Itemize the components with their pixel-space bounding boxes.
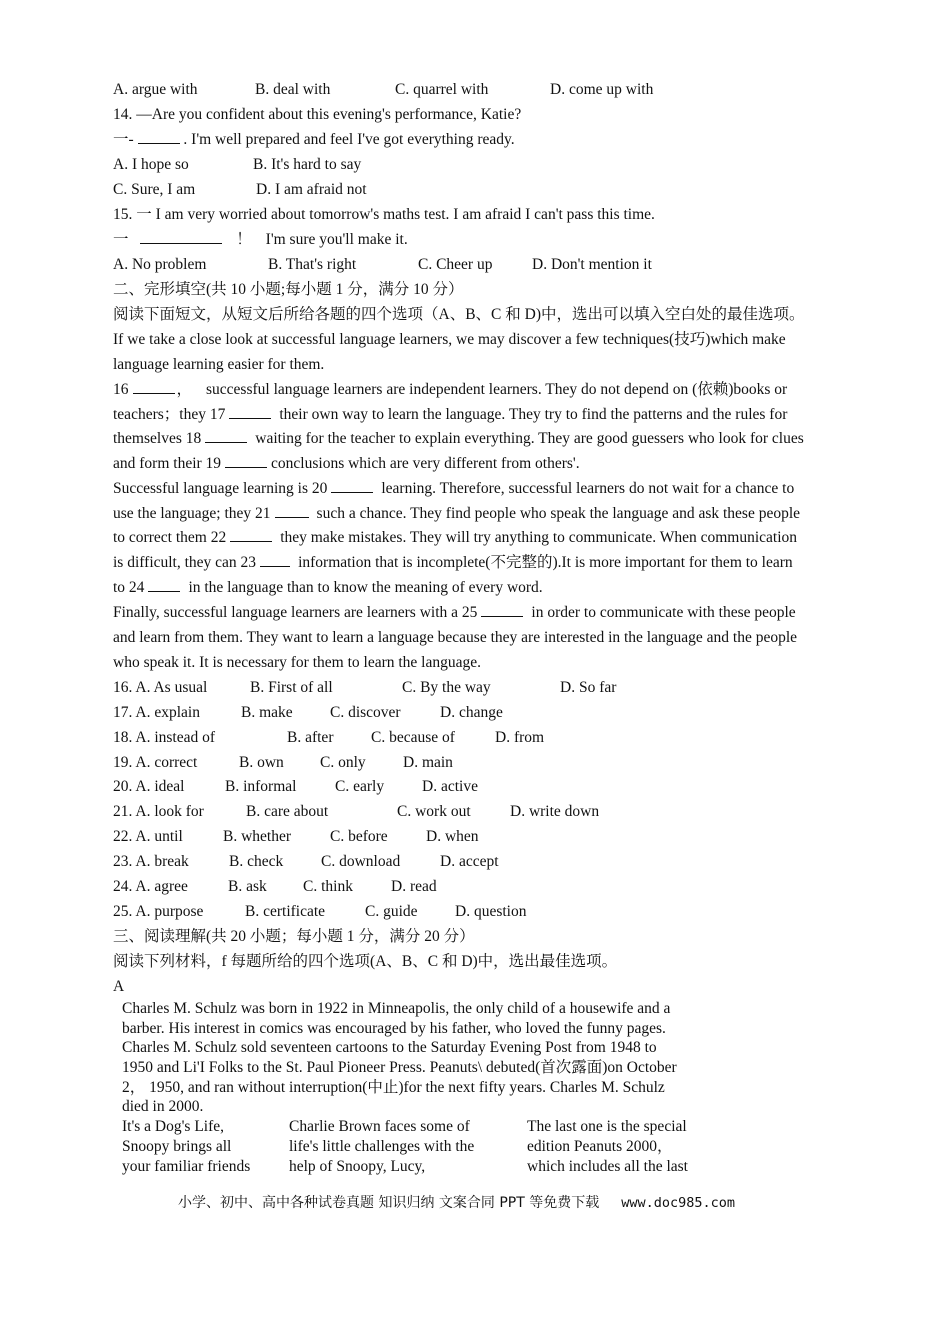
passage-text: information that is incomplete(不完整的).It is more important for them to learn <box>298 554 793 571</box>
reading-a-line4: 1950 and Li'I Folks to the St. Paul Pioneer Press. Peanuts\ debuted(首次露面)on October <box>122 1059 677 1076</box>
option-19-c: C. only <box>320 754 366 771</box>
q14-option-c: C. Sure, I am <box>113 181 196 198</box>
reading-a-column-2 <box>289 1117 474 1177</box>
option-22-d: D. when <box>426 828 479 845</box>
option-17-b: B. make <box>241 704 293 721</box>
passage-text: such a chance. They find people who speak the language and ask these people <box>316 505 801 522</box>
reading-a-column-3 <box>527 1117 688 1177</box>
option-21-c: C. work out <box>397 803 471 820</box>
blank-number-16: 16 <box>113 381 129 398</box>
reading-a-line5: 2， 1950, and ran without interruption(中止)for the next fifty years. Charles M. Schulz <box>122 1079 665 1096</box>
q15-option-c: C. Cheer up <box>418 256 493 273</box>
option-24-c: C. think <box>303 878 353 895</box>
page-footer <box>178 1192 735 1212</box>
q14-options-cd <box>113 179 367 201</box>
passage-a-label: A <box>113 978 125 995</box>
passage-p4-line1 <box>113 602 796 624</box>
option-19-d: D. main <box>403 754 453 771</box>
q13-option-c: C. quarrel with <box>395 81 489 98</box>
blank-21 <box>275 503 309 518</box>
q14-reply-prefix: 一- <box>113 131 134 148</box>
passage-text: themselves 18 <box>113 430 202 447</box>
blank-20 <box>331 478 373 493</box>
reading-a-column-1 <box>122 1117 250 1177</box>
passage-text: to correct them 22 <box>113 529 227 546</box>
option-18-d: D. from <box>495 729 545 746</box>
column-1-line: your familiar friends <box>122 1158 251 1175</box>
passage-text: use the language; they 21 <box>113 505 271 522</box>
passage-p3-line4 <box>113 552 793 574</box>
options-24 <box>113 876 437 898</box>
column-2-line: help of Snoopy, Lucy, <box>289 1158 426 1175</box>
q15-question: 15. 一 I am very worried about tomorrow's maths test. I am afraid I can't pass this time. <box>113 206 655 223</box>
passage-text: learning. Therefore, successful learners do not wait for a chance to <box>381 480 795 497</box>
option-19-a: 19. A. correct <box>113 754 198 771</box>
passage-p3-line1 <box>113 478 794 500</box>
section3-heading: 三、阅读理解(共 20 小题；每小题 1 分，满分 20 分） <box>113 928 475 945</box>
blank-24 <box>148 577 180 592</box>
options-22 <box>113 826 479 848</box>
column-3-line: which includes all the last <box>527 1158 688 1175</box>
option-22-c: C. before <box>330 828 388 845</box>
passage-p4-line3: who speak it. It is necessary for them to learn the language. <box>113 654 482 671</box>
q14-reply <box>113 129 515 151</box>
passage-p2-line2 <box>113 404 787 426</box>
option-24-b: B. ask <box>228 878 267 895</box>
passage-text: waiting for the teacher to explain everything. They are good guessers who look for clues <box>255 430 804 447</box>
passage-p3-line5 <box>113 577 543 599</box>
option-19-b: B. own <box>239 754 284 771</box>
options-20 <box>113 776 478 798</box>
column-2-line: life's little challenges with the <box>289 1138 475 1155</box>
option-16-d: D. So far <box>560 679 617 696</box>
q14-reply-text: . I'm well prepared and feel I've got everything ready. <box>183 131 515 148</box>
reading-a-line6: died in 2000. <box>122 1098 204 1115</box>
option-20-d: D. active <box>422 778 478 795</box>
options-18 <box>113 727 544 749</box>
passage-p1-line1: If we take a close look at successful language learners, we may discover a few techniques(技巧)which make <box>113 331 786 348</box>
option-25-b: B. certificate <box>245 903 326 920</box>
blank-16 <box>133 379 175 394</box>
option-24-a: 24. A. agree <box>113 878 188 895</box>
q14-blank <box>138 129 180 144</box>
q14-option-a: A. I hope so <box>113 156 189 173</box>
passage-text: they make mistakes. They will try anything to communicate. When communication <box>280 529 798 546</box>
q14-question: 14. —Are you confident about this evening's performance, Katie? <box>113 106 522 123</box>
option-16-c: C. By the way <box>402 679 491 696</box>
option-17-a: 17. A. explain <box>113 704 200 721</box>
options-21 <box>113 801 599 823</box>
option-17-d: D. change <box>440 704 503 721</box>
q13-option-b: B. deal with <box>255 81 331 98</box>
reading-a-line3: Charles M. Schulz sold seventeen cartoons to the Saturday Evening Post from 1948 to <box>122 1039 657 1056</box>
options-25 <box>113 901 526 923</box>
blank-17 <box>229 404 271 419</box>
column-1-line: Snoopy brings all <box>122 1138 232 1155</box>
reading-a-line2: barber. His interest in comics was encouraged by his father, who loved the funny pages. <box>122 1020 666 1037</box>
passage-p3-line2 <box>113 503 800 525</box>
q15-option-a: A. No problem <box>113 256 207 273</box>
options-23 <box>113 851 499 873</box>
q15-option-d: D. Don't mention it <box>532 256 652 273</box>
option-21-a: 21. A. look for <box>113 803 204 820</box>
option-23-a: 23. A. break <box>113 853 189 870</box>
q15-blank <box>140 229 222 244</box>
comma: ， <box>176 381 193 398</box>
reading-a-line1: Charles M. Schulz was born in 1922 in Minneapolis, the only child of a housewife and a <box>122 1000 671 1017</box>
option-25-c: C. guide <box>365 903 418 920</box>
option-18-c: C. because of <box>371 729 455 746</box>
blank-18 <box>205 428 247 443</box>
q14-options-ab <box>113 154 361 176</box>
passage-text: in the language than to know the meaning of every word. <box>188 579 543 596</box>
option-16-a: 16. A. As usual <box>113 679 208 696</box>
option-18-a: 18. A. instead of <box>113 729 216 746</box>
q14-option-d: D. I am afraid not <box>256 181 367 198</box>
passage-text: is difficult, they can 23 <box>113 554 257 571</box>
option-23-b: B. check <box>229 853 284 870</box>
option-20-c: C. early <box>335 778 385 795</box>
option-22-b: B. whether <box>223 828 292 845</box>
blank-19 <box>225 453 267 468</box>
q15-reply-text: I'm sure you'll make it. <box>265 231 408 248</box>
options-17 <box>113 702 503 724</box>
option-25-d: D. question <box>455 903 527 920</box>
option-20-a: 20. A. ideal <box>113 778 185 795</box>
passage-text: and form their 19 <box>113 455 222 472</box>
passage-p3-line3 <box>113 527 797 549</box>
passage-p2-line4 <box>113 453 580 475</box>
passage-text: their own way to learn the language. They try to find the patterns and the rules for <box>279 406 788 423</box>
section2-instruction: 阅读下面短文，从短文后所给各题的四个选项（A、B、C 和 D)中，选出可以填入空白处的最佳选项。 <box>113 306 805 323</box>
passage-text: teachers；they 17 <box>113 406 226 423</box>
passage-text: conclusions which are very different from others'. <box>271 455 580 472</box>
blank-23 <box>260 552 290 567</box>
option-20-b: B. informal <box>225 778 297 795</box>
passage-p4-line2: and learn from them. They want to learn a language because they are interested in the language and the people <box>113 629 798 646</box>
column-3-line: edition Peanuts 2000， <box>527 1138 673 1155</box>
passage-p2-line3 <box>113 428 804 450</box>
footer-url[interactable]: www.doc985.com <box>621 1195 736 1211</box>
column-1-line: It's a Dog's Life, <box>122 1118 225 1135</box>
q15-reply-mark: ！ <box>236 231 252 248</box>
q15-options <box>113 254 652 276</box>
option-21-d: D. write down <box>510 803 600 820</box>
passage-text: successful language learners are independent learners. They do not depend on (依赖)books or <box>206 381 788 398</box>
passage-text: Finally, successful language learners are learners with a 25 <box>113 604 478 621</box>
q15-reply <box>113 229 408 251</box>
q15-reply-prefix: 一 <box>113 231 129 248</box>
q13-options <box>113 79 653 101</box>
passage-p1-line2: language learning easier for them. <box>113 356 325 373</box>
passage-text: Successful language learning is 20 <box>113 480 328 497</box>
passage-p2-line1 <box>113 379 787 401</box>
option-23-d: D. accept <box>440 853 499 870</box>
q13-option-a: A. argue with <box>113 81 198 98</box>
options-16 <box>113 677 616 699</box>
blank-25 <box>481 602 523 617</box>
section2-heading: 二、完形填空(共 10 小题;每小题 1 分，满分 10 分） <box>113 281 464 298</box>
q13-option-d: D. come up with <box>550 81 654 98</box>
column-3-line: The last one is the special <box>527 1118 687 1135</box>
option-22-a: 22. A. until <box>113 828 183 845</box>
blank-22 <box>230 527 272 542</box>
passage-text: to 24 <box>113 579 145 596</box>
option-16-b: B. First of all <box>250 679 333 696</box>
option-17-c: C. discover <box>330 704 401 721</box>
option-25-a: 25. A. purpose <box>113 903 204 920</box>
option-23-c: C. download <box>321 853 401 870</box>
option-18-b: B. after <box>287 729 334 746</box>
footer-text: 小学、初中、高中各种试卷真题 知识归纳 文案合同 PPT 等免费下载 <box>178 1195 600 1211</box>
passage-text: in order to communicate with these people <box>531 604 796 621</box>
option-24-d: D. read <box>391 878 437 895</box>
q14-option-b: B. It's hard to say <box>253 156 362 173</box>
options-19 <box>113 752 453 774</box>
column-2-line: Charlie Brown faces some of <box>289 1118 470 1135</box>
q15-option-b: B. That's right <box>268 256 357 273</box>
section3-instruction: 阅读下列材料，f 每题所给的四个选项(A、B、C 和 D)中，选出最佳选项。 <box>113 953 618 970</box>
option-21-b: B. care about <box>246 803 329 820</box>
